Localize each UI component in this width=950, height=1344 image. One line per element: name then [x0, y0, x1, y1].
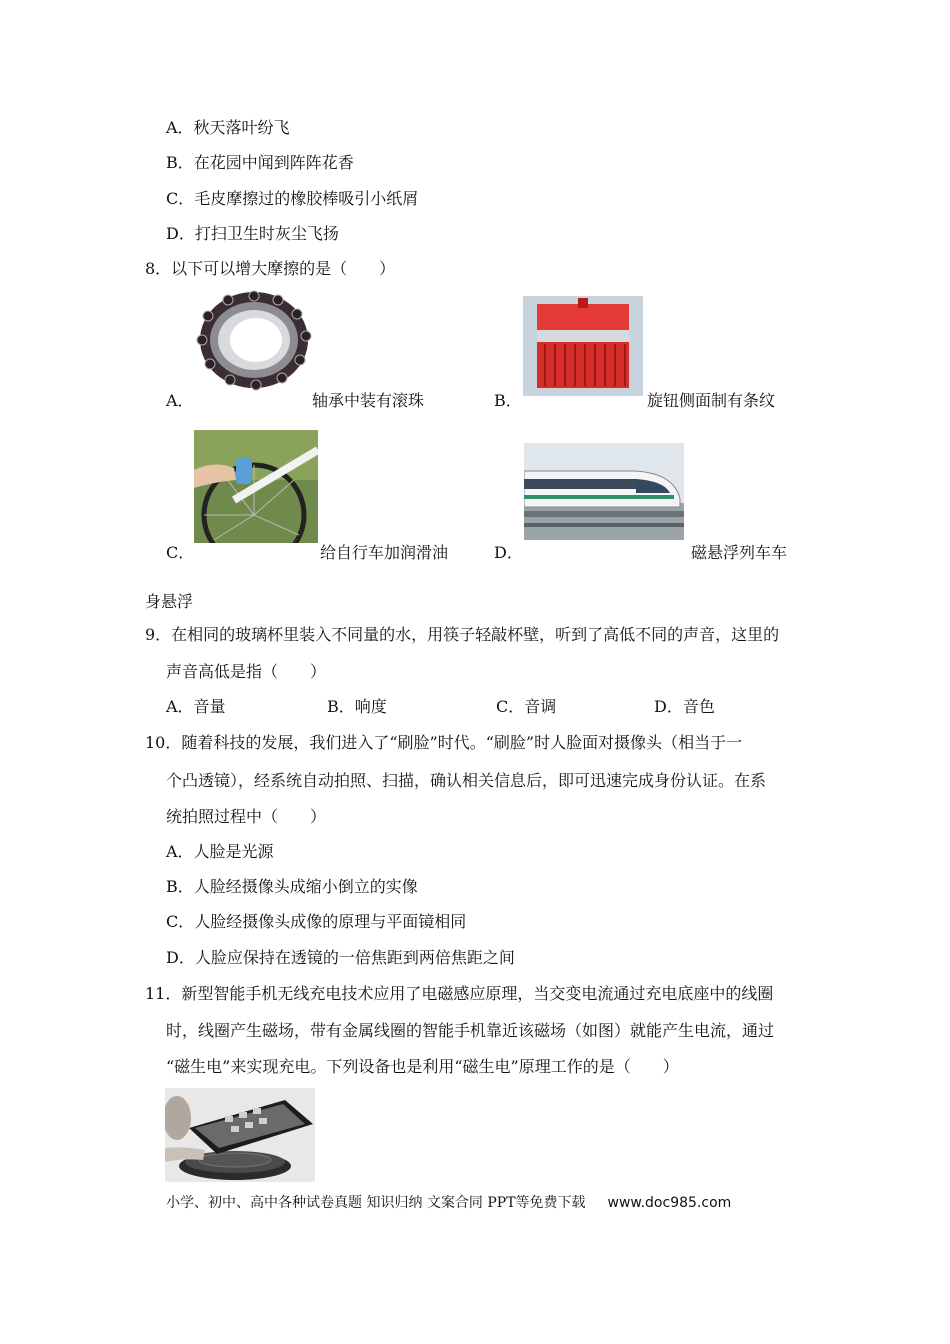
- q10-stem-line3: 统拍照过程中（ ）: [166, 807, 327, 826]
- q8-option-b-text: 旋钮侧面制有条纹: [647, 391, 776, 410]
- q8-option-c-text: 给自行车加润滑油: [320, 543, 449, 562]
- q9-option-c: C．音调: [496, 697, 557, 716]
- q11-stem-line3: “磁生电”来实现充电。下列设备也是利用“磁生电”原理工作的是（ ）: [166, 1057, 679, 1076]
- page-footer: [166, 1192, 731, 1212]
- q9-option-d: D．音色: [654, 697, 715, 716]
- q10-stem-line1: 10．随着科技的发展，我们进入了“刷脸”时代。“刷脸”时人脸面对摄像头（相当于一: [145, 733, 743, 752]
- maglev-train-image: [524, 443, 684, 540]
- wireless-charging-image: [165, 1088, 315, 1182]
- q10-option-a: A．人脸是光源: [166, 842, 274, 861]
- q7-option-a: A．秋天落叶纷飞: [166, 118, 290, 137]
- bicycle-oiling-image: [194, 430, 318, 543]
- q9-stem-line2: 声音高低是指（ ）: [166, 662, 327, 681]
- q10-option-d: D．人脸应保持在透镜的一倍焦距到两倍焦距之间: [166, 948, 515, 967]
- q7-option-d: D．打扫卫生时灰尘飞扬: [166, 224, 339, 243]
- q7-option-b: B．在花园中闻到阵阵花香: [166, 153, 354, 172]
- red-knob-image: [523, 296, 643, 396]
- q9-option-b: B．响度: [327, 697, 387, 716]
- q9-option-a: A．音量: [166, 697, 226, 716]
- q10-stem-line2: 个凸透镜），经系统自动拍照、扫描，确认相关信息后，即可迅速完成身份认证。在系: [166, 771, 767, 790]
- q8-stem: 8．以下可以增大摩擦的是（ ）: [145, 259, 396, 278]
- q8-option-d-continuation: 身悬浮: [145, 592, 194, 611]
- q7-option-c: C．毛皮摩擦过的橡胶棒吸引小纸屑: [166, 189, 419, 208]
- footer-text: 小学、初中、高中各种试卷真题 知识归纳 文案合同 PPT等免费下载: [166, 1195, 586, 1211]
- q10-option-b: B．人脸经摄像头成缩小倒立的实像: [166, 877, 418, 896]
- ball-bearing-image: [194, 290, 312, 396]
- q11-stem-line1: 11．新型智能手机无线充电技术应用了电磁感应原理，当交变电流通过充电底座中的线圈: [145, 984, 774, 1003]
- q8-option-a-letter: A．: [166, 391, 194, 410]
- q8-option-c-letter: C．: [166, 543, 195, 562]
- q9-stem-line1: 9．在相同的玻璃杯里装入不同量的水，用筷子轻敲杯壁，听到了高低不同的声音，这里的: [145, 625, 780, 644]
- q8-option-d-text: 磁悬浮列车车: [691, 543, 788, 562]
- q8-option-a-text: 轴承中装有滚珠: [312, 391, 425, 410]
- q8-option-d-letter: D．: [494, 543, 523, 562]
- q8-option-b-letter: B．: [494, 391, 522, 410]
- q11-stem-line2: 时，线圈产生磁场，带有金属线圈的智能手机靠近该磁场（如图）就能产生电流，通过: [166, 1021, 775, 1040]
- q10-option-c: C．人脸经摄像头成像的原理与平面镜相同: [166, 912, 467, 931]
- footer-url[interactable]: www.doc985.com: [607, 1195, 732, 1211]
